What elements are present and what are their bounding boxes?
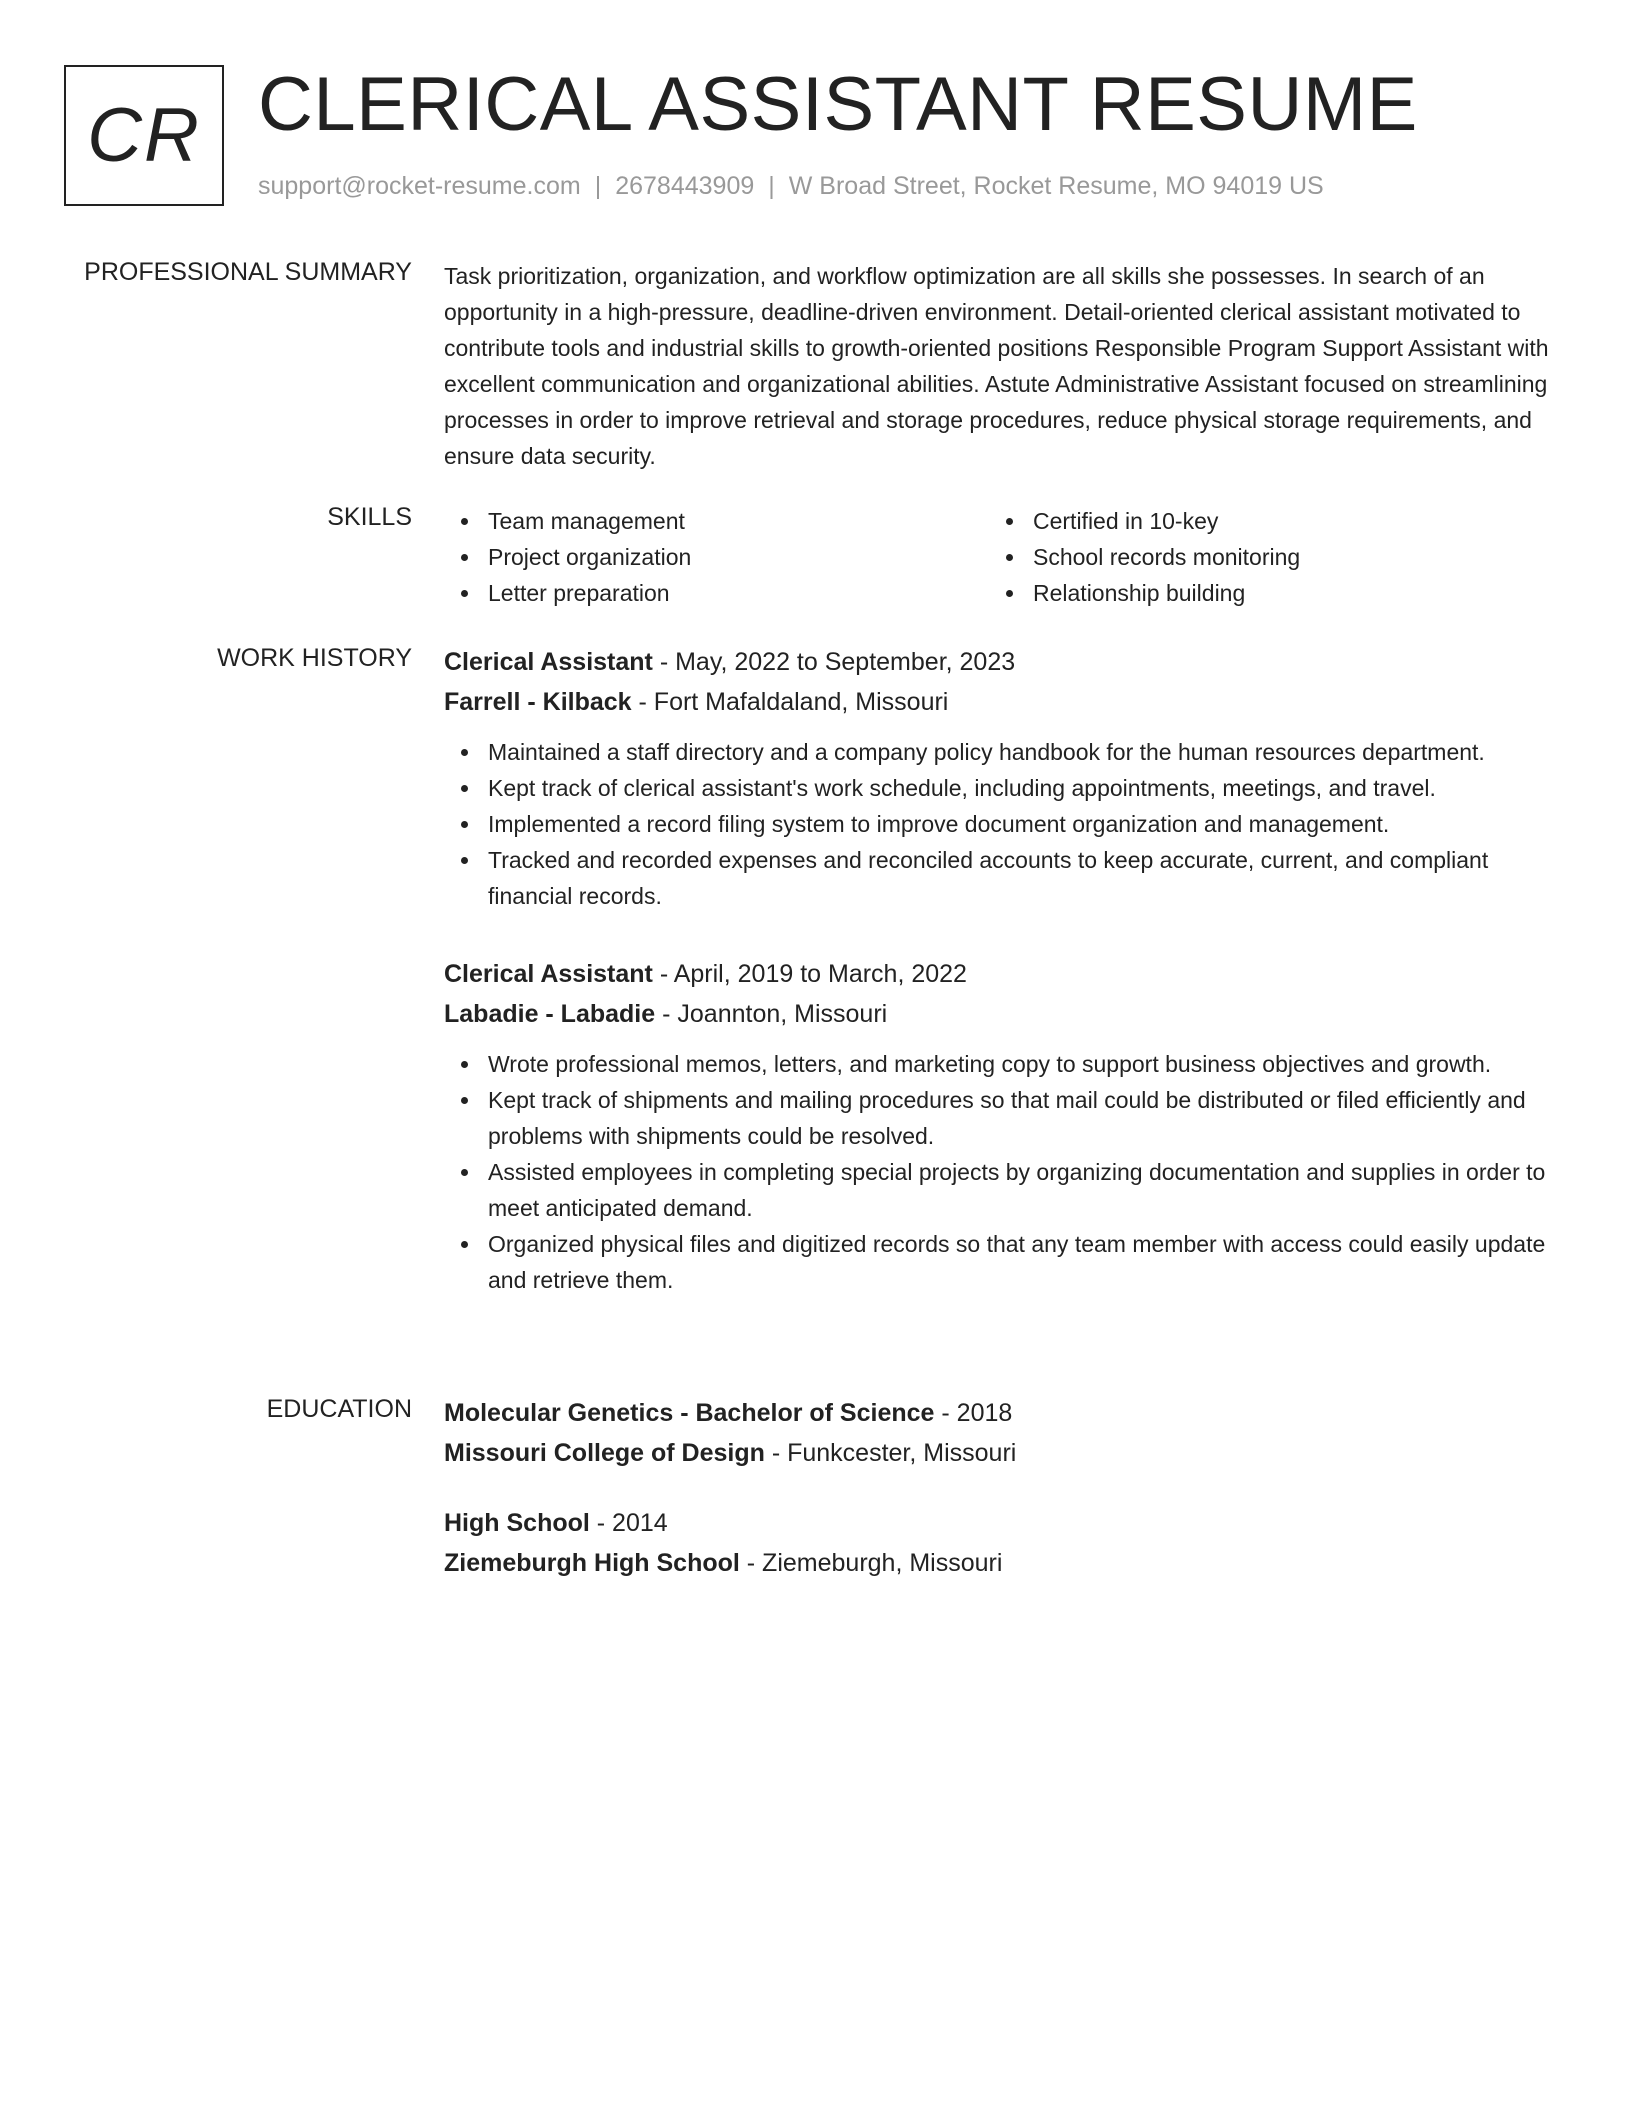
degree-year: - 2018: [934, 1399, 1013, 1427]
bullet-icon: [461, 749, 468, 756]
job-bullets: [444, 1046, 1568, 1298]
degree: Molecular Genetics - Bachelor of Science: [444, 1399, 935, 1427]
job-bullet-text: Organized physical files and digitized records so that any team member with access could easily update and retrieve them.: [488, 1231, 1546, 1293]
job-bullet-text: Tracked and recorded expenses and reconciled accounts to keep accurate, current, and compliant financial records.: [488, 847, 1489, 909]
job-dates: - April, 2019 to March, 2022: [652, 960, 967, 988]
section-label: EDUCATION: [266, 1395, 412, 1423]
skill-item: [444, 503, 989, 539]
skill-item: [989, 575, 1534, 611]
bullet-icon: [1006, 554, 1013, 561]
skill-label: Project organization: [488, 544, 692, 570]
contact-separator: |: [768, 172, 775, 200]
job-company: Labadie - Labadie: [444, 1000, 656, 1028]
skill-item: [444, 539, 989, 575]
job-bullet: [444, 842, 1568, 914]
summary-text: Task prioritization, organization, and workflow optimization are all skills she possesses. In search of an opportunity in a high-pressure, deadline-driven environment. Detail-oriented clerical assistant motivated to contribute tools and industrial skills to growth-oriented positions Responsible Program Support Assistant with excellent communication and organizational abilities. Astute Administrative Assistant focused on streamlining processes in order to improve retrieval and storage procedures, reduce physical storage requirements, and ensure data security.: [444, 263, 1549, 469]
school: Ziemeburgh High School: [444, 1549, 740, 1577]
bullet-icon: [461, 590, 468, 597]
resume-header: [64, 62, 1568, 210]
job-bullets: [444, 734, 1568, 914]
education-entry: [444, 1503, 1568, 1583]
bullet-icon: [1006, 590, 1013, 597]
school-line: [444, 1543, 1568, 1583]
job-title: Clerical Assistant: [444, 960, 653, 988]
contact-address: W Broad Street, Rocket Resume, MO 94019 US: [788, 172, 1324, 200]
degree-line: [444, 1503, 1568, 1543]
skill-label: Relationship building: [1033, 580, 1246, 606]
section-label: SKILLS: [327, 503, 412, 531]
school-line: [444, 1433, 1568, 1473]
job-dates: - May, 2022 to September, 2023: [652, 648, 1016, 676]
skill-label: Team management: [488, 508, 685, 534]
job-bullet: [444, 1082, 1568, 1154]
bullet-icon: [461, 1061, 468, 1068]
section-body: [444, 503, 1568, 611]
bullet-icon: [461, 785, 468, 792]
job-company-line: [444, 682, 1568, 722]
section-body: [444, 258, 1568, 474]
bullet-icon: [461, 857, 468, 864]
skills-list: [444, 503, 1568, 611]
degree: High School: [444, 1509, 590, 1537]
skill-item: [989, 503, 1534, 539]
contact-phone: 2678443909: [615, 172, 755, 200]
job-title-line: [444, 642, 1568, 682]
job-bullet-text: Kept track of shipments and mailing procedures so that mail could be distributed or filed efficiently and problems with shipments could be resolved.: [488, 1087, 1526, 1149]
job-entry: [444, 954, 1568, 1298]
job-title: Clerical Assistant: [444, 648, 653, 676]
bullet-icon: [461, 821, 468, 828]
job-title-line: [444, 954, 1568, 994]
skill-label: School records monitoring: [1033, 544, 1301, 570]
degree-line: [444, 1393, 1568, 1433]
job-company-line: [444, 994, 1568, 1034]
school-location: - Ziemeburgh, Missouri: [739, 1549, 1003, 1577]
school-location: - Funkcester, Missouri: [764, 1439, 1017, 1467]
job-bullet-text: Assisted employees in completing special projects by organizing documentation and supplies in order to meet anticipated demand.: [488, 1159, 1546, 1221]
resume-title: CLERICAL ASSISTANT RESUME: [258, 62, 1418, 147]
job-bullet: [444, 806, 1568, 842]
monogram-logo: CR: [64, 65, 224, 206]
section-body: [444, 642, 1568, 1298]
job-bullet: [444, 1046, 1568, 1082]
job-bullet: [444, 1226, 1568, 1298]
education-entry: [444, 1393, 1568, 1473]
section-body: [444, 1393, 1568, 1613]
bullet-icon: [461, 1097, 468, 1104]
school: Missouri College of Design: [444, 1439, 765, 1467]
bullet-icon: [461, 1241, 468, 1248]
bullet-icon: [1006, 518, 1013, 525]
job-bullet-text: Maintained a staff directory and a company policy handbook for the human resources department.: [488, 739, 1485, 765]
bullet-icon: [461, 554, 468, 561]
contact-email: support@rocket-resume.com: [258, 172, 581, 200]
section-label: PROFESSIONAL SUMMARY: [84, 258, 412, 286]
job-location: - Joannton, Missouri: [655, 1000, 888, 1028]
job-bullet-text: Wrote professional memos, letters, and marketing copy to support business objectives and growth.: [488, 1051, 1492, 1077]
skill-label: Certified in 10-key: [1033, 508, 1219, 534]
job-bullet-text: Implemented a record filing system to improve document organization and management.: [488, 811, 1390, 837]
job-bullet: [444, 770, 1568, 806]
section-label: WORK HISTORY: [217, 644, 412, 672]
job-bullet-text: Kept track of clerical assistant's work schedule, including appointments, meetings, and travel.: [488, 775, 1436, 801]
bullet-icon: [461, 518, 468, 525]
skill-item: [989, 539, 1534, 575]
job-bullet: [444, 734, 1568, 770]
skill-label: Letter preparation: [488, 580, 670, 606]
job-company: Farrell - Kilback: [444, 688, 632, 716]
degree-year: - 2014: [589, 1509, 668, 1537]
contact-line: [258, 172, 1324, 201]
job-location: - Fort Mafaldaland, Missouri: [631, 688, 949, 716]
job-entry: [444, 642, 1568, 914]
skill-item: [444, 575, 989, 611]
bullet-icon: [461, 1169, 468, 1176]
contact-separator: |: [594, 172, 602, 200]
job-bullet: [444, 1154, 1568, 1226]
